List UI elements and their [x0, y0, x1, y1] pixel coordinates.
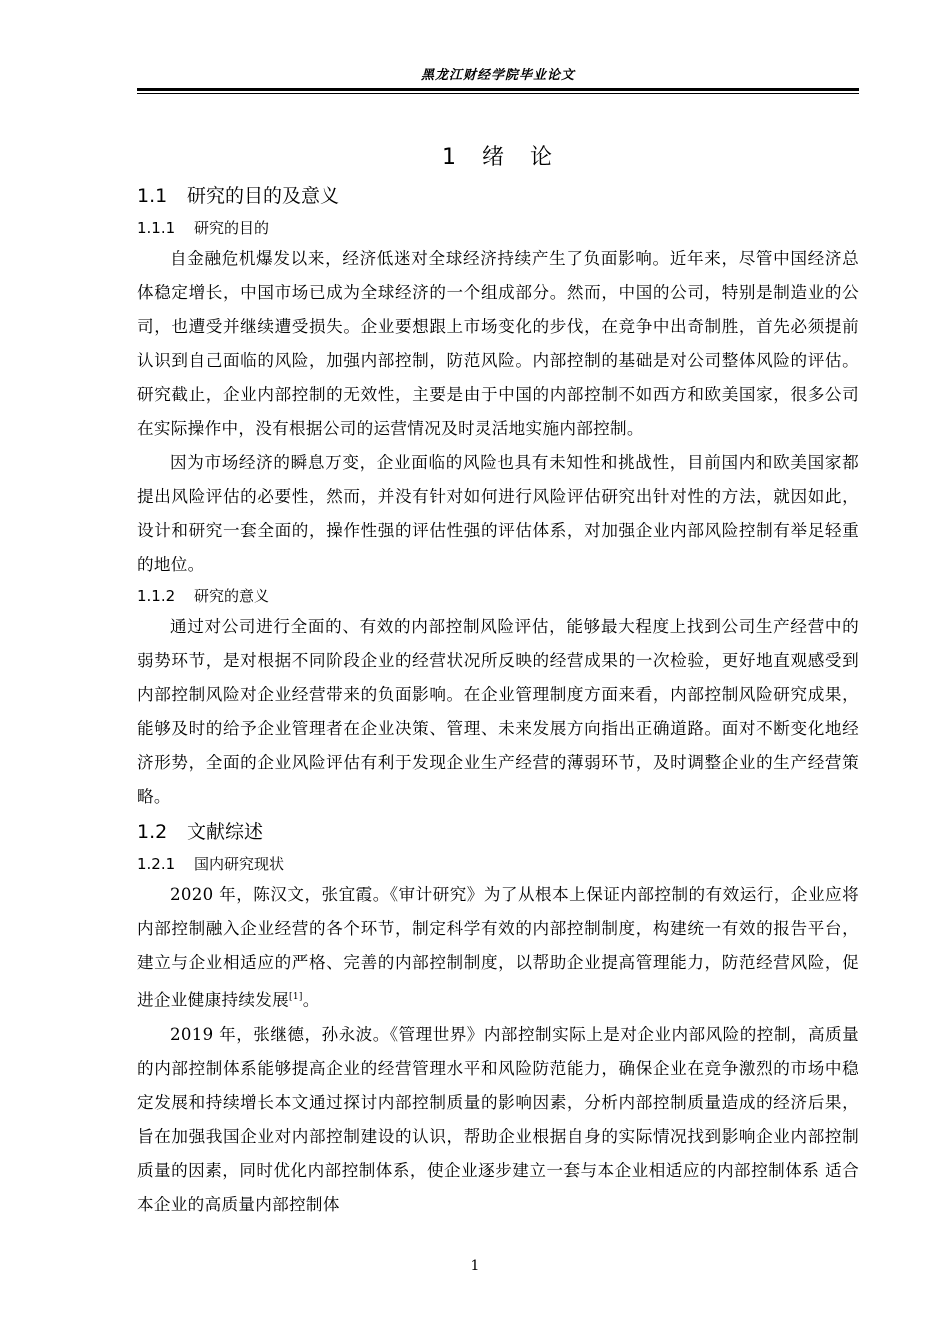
chapter-title: 1 绪 论	[442, 145, 554, 170]
paragraph-4-text: 2020 年，陈汉文，张宜霞。《审计研究》为了从根本上保证内部控制的有效运行，企业应将内部控制融入企业经营的各个环节，制定科学有效的内部控制制度，构建统一有效的报告平台，建立与企业相适应的严格、完善的内部控制制度，以帮助企业提高管理能力，防范经营风险，促进企业健康持续发展	[137, 885, 859, 1010]
subsection-title: 研究的意义	[194, 587, 270, 605]
section-heading-1-1	[137, 178, 859, 214]
paragraph-1: 自金融危机爆发以来，经济低迷对全球经济持续产生了负面影响。近年来，尽管中国经济总体稳定增长，中国市场已成为全球经济的一个组成部分。然而，中国的公司，特别是制造业的公司，也遭受并继续遭受损失。企业要想跟上市场变化的步伐，在竞争中出奇制胜，首先必须提前认识到自己面临的风险，加强内部控制，防范风险。内部控制的基础是对公司整体风险的评估。研究截止，企业内部控制的无效性，主要是由于中国的内部控制不如西方和欧美国家，很多公司在实际操作中，没有根据公司的运营情况及时灵活地实施内部控制。	[137, 249, 859, 438]
subsection-title: 研究的目的	[194, 219, 270, 237]
subsection-heading-1-1-2	[137, 582, 859, 610]
running-header: 黑龙江财经学院毕业论文	[420, 68, 575, 83]
paragraph-4-end: 。	[302, 990, 320, 1010]
citation-ref[interactable]: [1]	[289, 992, 303, 1002]
subsection-number: 1.1.2	[137, 587, 176, 605]
header-rule-thin	[137, 93, 859, 94]
section-number: 1.2	[137, 821, 168, 843]
subsection-number: 1.1.1	[137, 219, 176, 237]
page-number: 1	[470, 1258, 480, 1274]
subsection-heading-1-2-1	[137, 850, 859, 878]
section-number: 1.1	[137, 185, 168, 207]
section-heading-1-2	[137, 814, 859, 850]
paragraph-4	[137, 878, 859, 1018]
header-rule-thick	[137, 88, 859, 91]
section-title: 研究的目的及意义	[187, 185, 340, 207]
paragraph-5: 2019 年，张继德，孙永波。《管理世界》内部控制实际上是对企业内部风险的控制，高质量的内部控制体系能够提高企业的经营管理水平和风险防范能力，确保企业在竞争激烈的市场中稳定发展和持续增长本文通过探讨内部控制质量的影响因素，分析内部控制质量造成的经济后果，旨在加强我国企业对内部控制建设的认识，帮助企业根据自身的实际情况找到影响企业内部控制质量的因素，同时优化内部控制体系，使企业逐步建立一套与本企业相适应的内部控制体系 适合本企业的高质量内部控制体	[137, 1024, 859, 1214]
main-content	[137, 138, 859, 1222]
paragraph-3: 通过对公司进行全面的、有效的内部控制风险评估，能够最大程度上找到公司生产经营中的弱势环节，是对根据不同阶段企业的经营状况所反映的经营成果的一次检验，更好地直观感受到内部控制风险对企业经营带来的负面影响。在企业管理制度方面来看，内部控制风险研究成果，能够及时的给予企业管理者在企业决策、管理、未来发展方向指出正确道路。面对不断变化地经济形势，全面的企业风险评估有利于发现企业生产经营的薄弱环节，及时调整企业的生产经营策略。	[137, 617, 859, 806]
subsection-title: 国内研究现状	[194, 855, 285, 873]
subsection-number: 1.2.1	[137, 855, 176, 873]
section-title: 文献综述	[187, 821, 264, 843]
paragraph-2: 因为市场经济的瞬息万变，企业面临的风险也具有未知性和挑战性，目前国内和欧美国家都提出风险评估的必要性，然而，并没有针对如何进行风险评估研究出针对性的方法，就因如此，设计和研究一套全面的，操作性强的评估性强的评估体系，对加强企业内部风险控制有举足轻重的地位。	[137, 453, 859, 574]
subsection-heading-1-1-1	[137, 214, 859, 242]
